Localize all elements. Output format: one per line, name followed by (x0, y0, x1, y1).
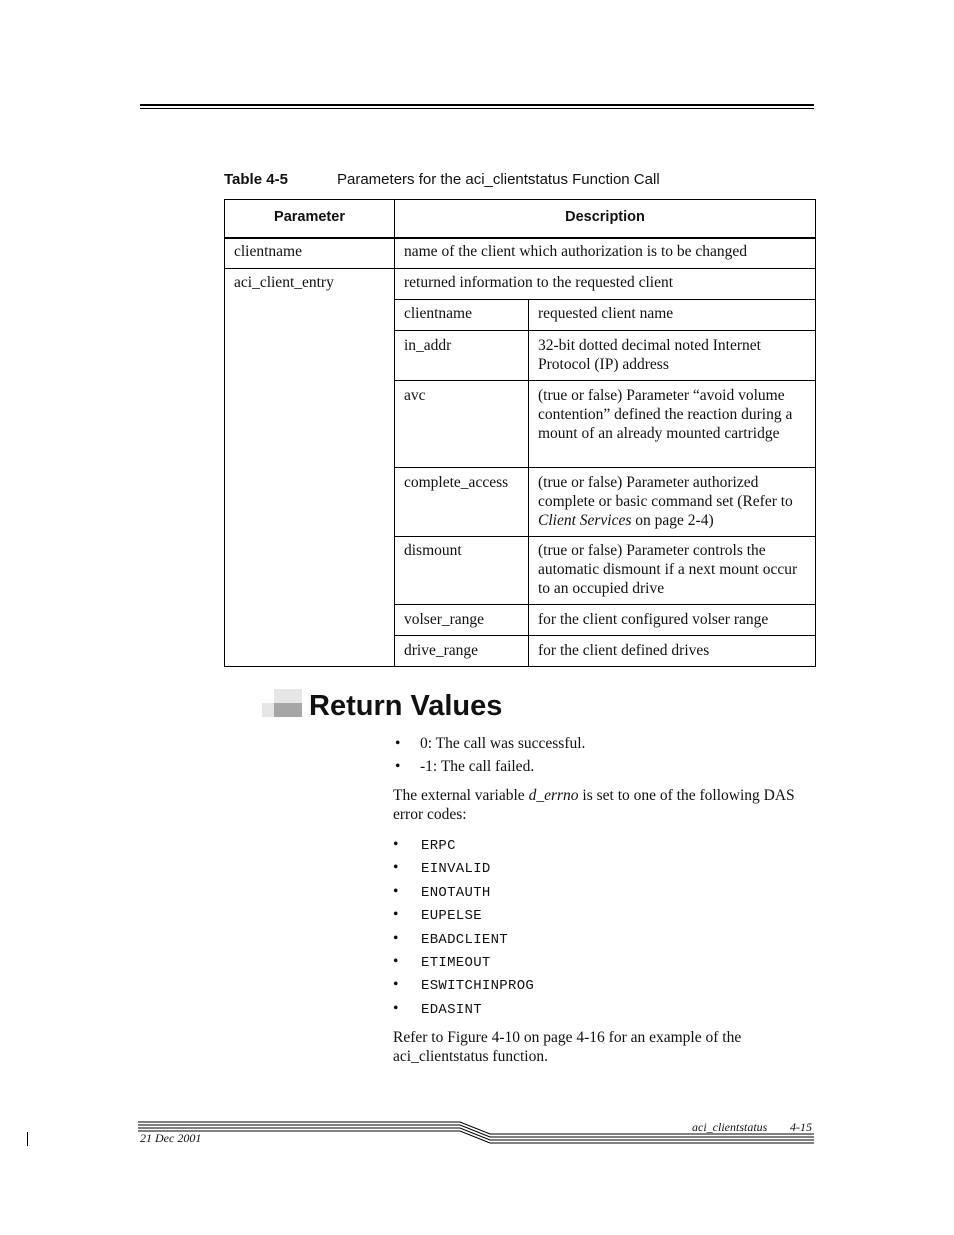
parameters-table (224, 199, 816, 667)
row-divider (394, 604, 815, 605)
paragraph-text: The external variable (393, 787, 529, 804)
error-code: ESWITCHINPROG (421, 978, 535, 994)
table-divider (528, 299, 529, 666)
desc-clientname: name of the client which authorization is to be changed (404, 243, 748, 260)
bullet-icon: • (393, 859, 399, 876)
field-clientname: clientname (404, 305, 472, 322)
table-divider (394, 200, 395, 666)
footer-date: 21 Dec 2001 (140, 1131, 202, 1145)
row-divider (394, 330, 815, 331)
footer-section-name: aci_clientstatus (692, 1120, 768, 1134)
bullet-icon: • (393, 906, 399, 923)
change-bar (27, 1132, 28, 1146)
bullet-icon: • (393, 953, 399, 970)
bullet-icon: • (393, 1000, 399, 1017)
field-drive-range: drive_range (404, 642, 479, 659)
errno-variable: d_errno (528, 787, 579, 804)
error-code: EUPELSE (421, 908, 482, 924)
footer-rules (138, 1120, 816, 1144)
field-avc: avc (404, 387, 426, 404)
bullet-icon: • (393, 930, 399, 947)
table-caption: Parameters for the aci_clientstatus Function Call (337, 171, 660, 188)
param-aci-client-entry: aci_client_entry (234, 274, 334, 291)
bullet-icon: • (393, 883, 399, 900)
field-volser-range: volser_range (404, 611, 485, 628)
bullet-icon: • (395, 735, 401, 752)
field-desc-complete-access (538, 473, 810, 530)
error-code: EBADCLIENT (421, 932, 509, 948)
field-desc-dismount: (true or false) Parameter controls the automatic dismount if a next mount occur to an occupied drive (538, 542, 798, 597)
header-rule-top (140, 104, 814, 106)
row-divider (225, 268, 815, 269)
section-title: Return Values (309, 690, 503, 722)
return-value-failure: -1: The call failed. (420, 758, 535, 775)
bullet-icon: • (395, 758, 401, 775)
client-services-reference: Client Services (538, 512, 632, 529)
row-divider (394, 299, 815, 300)
field-desc-drive-range: for the client defined drives (538, 642, 710, 659)
desc-aci-client-entry: returned information to the requested client (404, 274, 674, 291)
error-code: ERPC (421, 838, 456, 854)
field-dismount: dismount (404, 542, 462, 559)
field-desc-text: (true or false) Parameter authorized complete or basic command set (Refer to (538, 474, 793, 510)
row-divider (394, 380, 815, 381)
column-header-parameter: Parameter (274, 209, 345, 225)
param-clientname: clientname (234, 243, 302, 260)
error-code: EINVALID (421, 861, 491, 877)
field-desc-volser-range: for the client configured volser range (538, 611, 769, 628)
bullet-icon: • (393, 976, 399, 993)
column-header-description: Description (565, 209, 645, 225)
row-divider (394, 536, 815, 537)
error-code: ETIMEOUT (421, 955, 491, 971)
field-desc-in-addr: 32-bit dotted decimal noted Internet Protocol (IP) address (538, 337, 761, 373)
footer-page-number: 4-15 (790, 1120, 812, 1134)
row-divider (394, 635, 815, 636)
return-value-success: 0: The call was successful. (420, 735, 586, 752)
row-divider (394, 467, 815, 468)
header-rule-bottom (140, 108, 814, 109)
header-divider (225, 237, 815, 239)
field-complete-access: complete_access (404, 474, 509, 491)
error-code: ENOTAUTH (421, 885, 491, 901)
table-label: Table 4-5 (224, 171, 288, 188)
field-in-addr: in_addr (404, 337, 452, 354)
closing-paragraph: Refer to Figure 4-10 on page 4-16 for an example of the aci_clientstatus function. (393, 1029, 742, 1065)
heading-decoration (262, 689, 302, 717)
paragraph-text: is set to one of the following DAS error codes: (393, 787, 795, 823)
field-desc-avc: (true or false) Parameter “avoid volume contention” defined the reaction during a mount of an already mounted cartridge (538, 387, 793, 442)
errno-paragraph (393, 786, 818, 824)
error-code: EDASINT (421, 1002, 482, 1018)
field-desc-clientname: requested client name (538, 305, 674, 322)
field-desc-text: on page 2-4) (631, 512, 714, 529)
bullet-icon: • (393, 836, 399, 853)
